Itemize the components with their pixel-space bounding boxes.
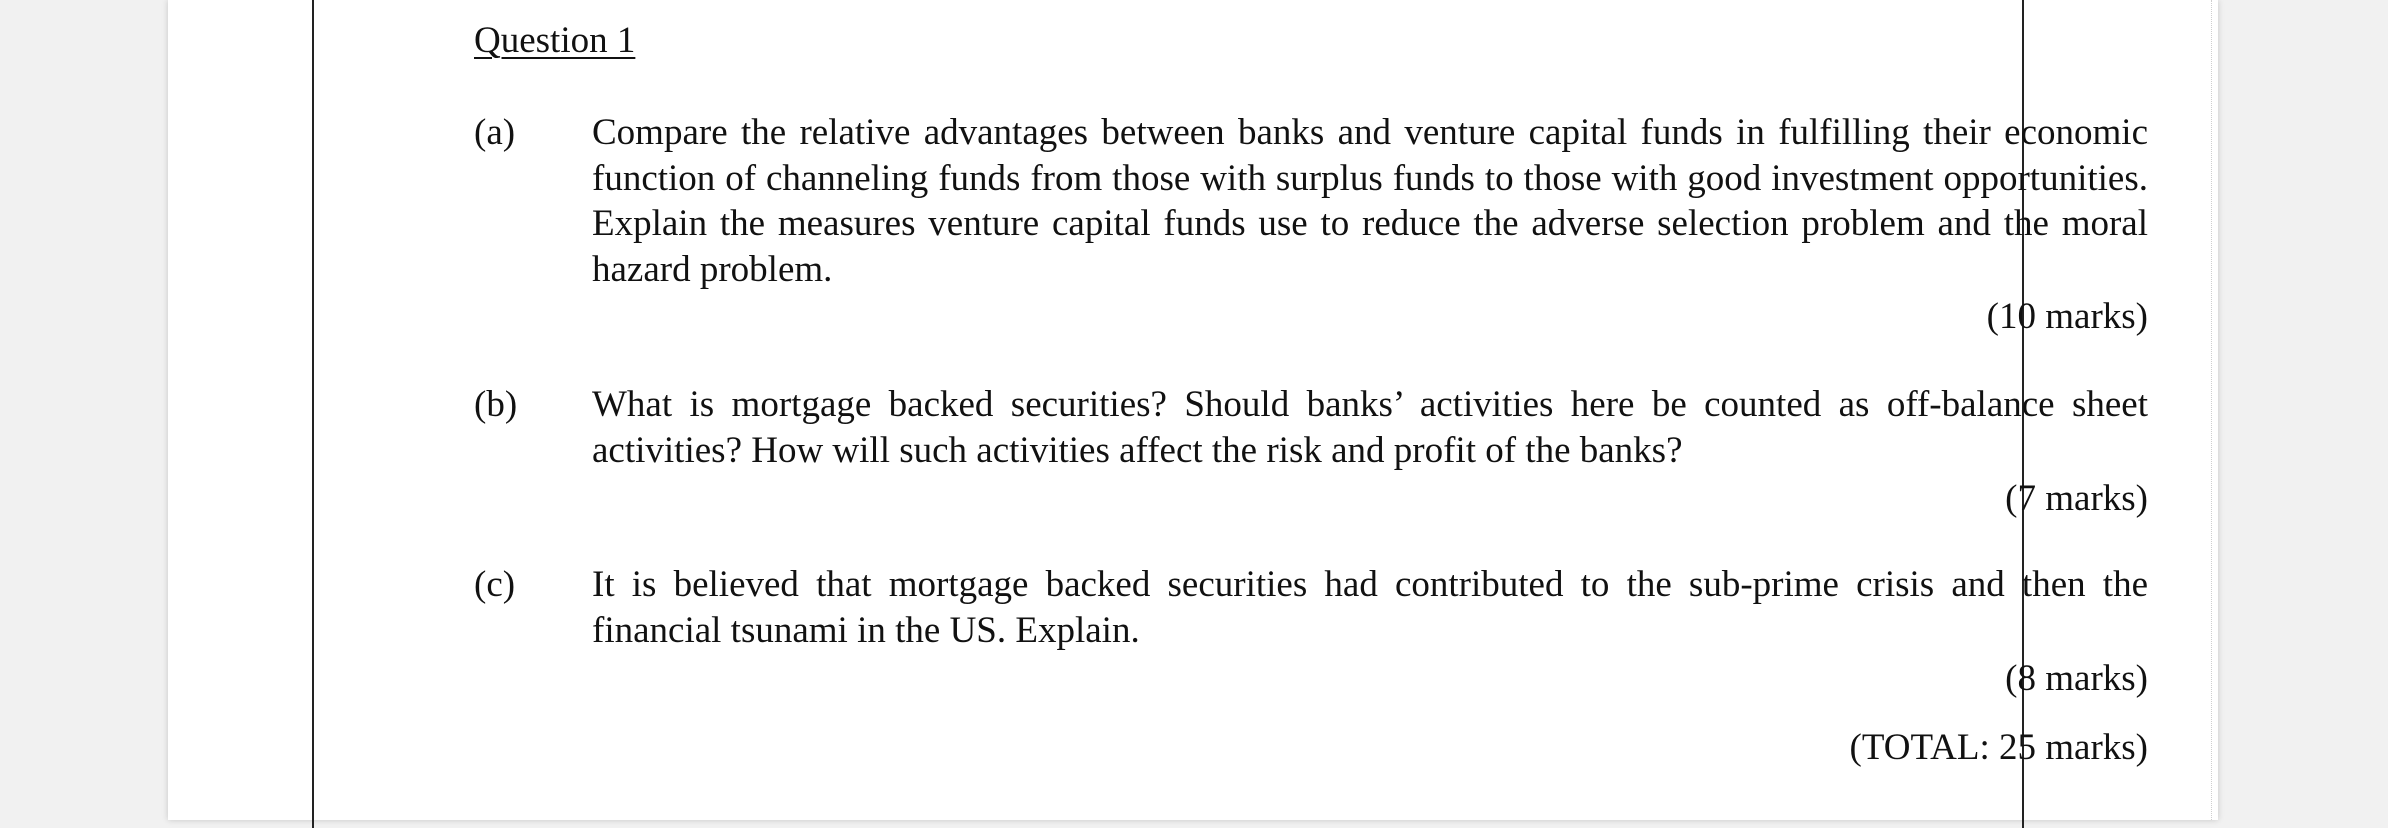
part-marks: (8 marks) xyxy=(2005,658,2148,699)
part-marks: (10 marks) xyxy=(1986,296,2148,337)
question-title: Question 1 xyxy=(474,20,636,61)
document-page xyxy=(168,0,2218,820)
question-frame xyxy=(312,0,2148,828)
part-label: (c) xyxy=(474,564,516,605)
page-edge-guide xyxy=(2211,0,2212,820)
total-container xyxy=(474,0,2164,818)
total-marks: (TOTAL: 25 marks) xyxy=(1849,727,2148,768)
part-label: (a) xyxy=(474,112,516,153)
part-text: What is mortgage backed securities? Should banks’ activities here be counted as off-balance sheet activities? How will such activities affect the risk and profit of the banks? xyxy=(592,384,2148,471)
part-label: (b) xyxy=(474,384,518,425)
part-text: Compare the relative advantages between banks and venture capital funds in fulfilling their economic function of channeling funds from those with surplus funds to those with good investment opportunities. Explain the measures venture capital funds use to reduce the adverse selection problem and the moral hazard problem. xyxy=(592,112,2148,290)
part-text: It is believed that mortgage backed securities had contributed to the sub-prime crisis and then the financial tsunami in the US. Explain. xyxy=(592,564,2148,651)
part-marks: (7 marks) xyxy=(2005,478,2148,519)
